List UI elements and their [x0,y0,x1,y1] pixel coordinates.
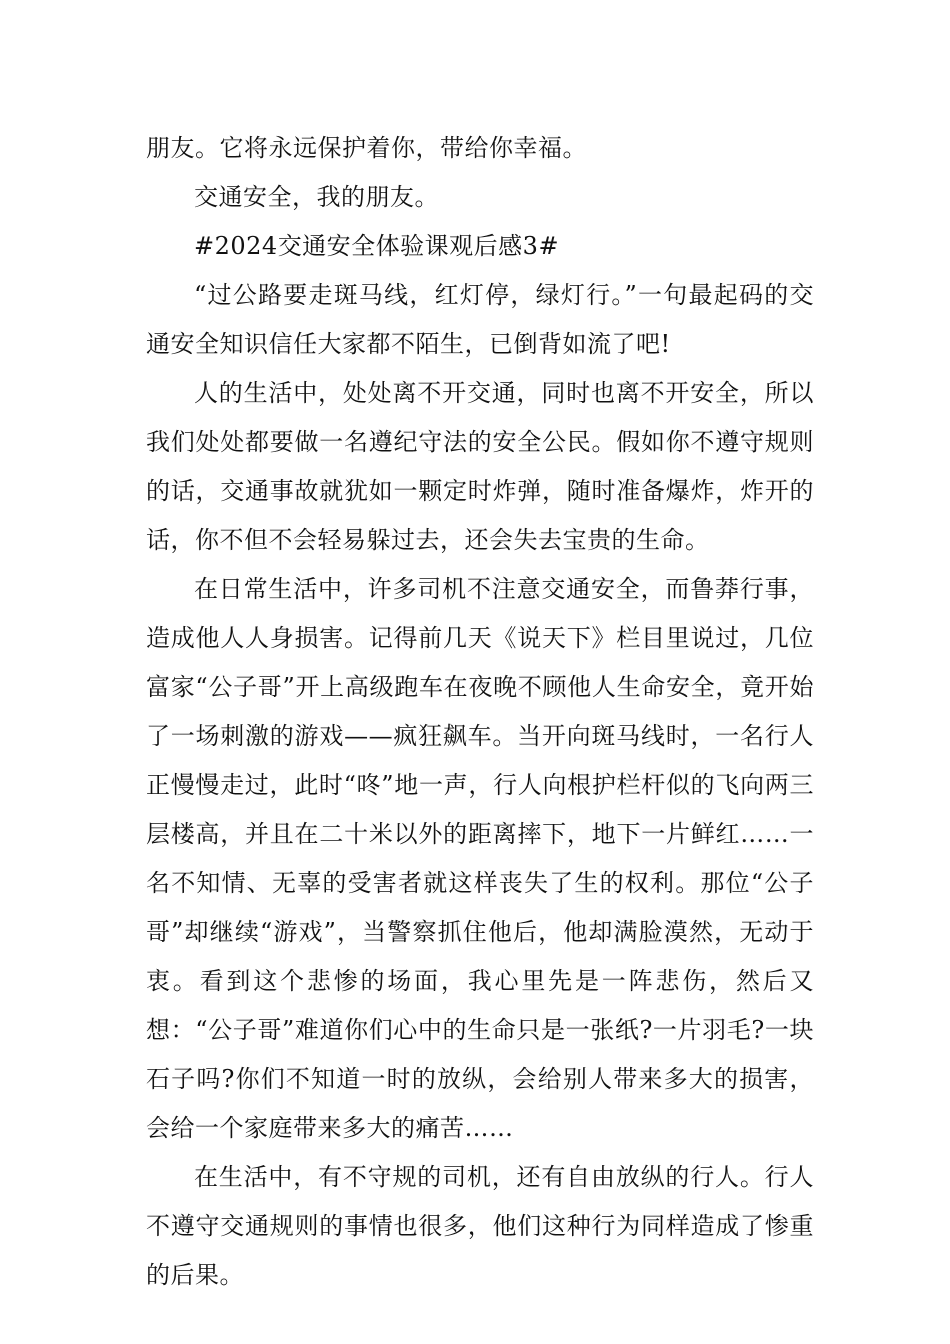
paragraph-drivers-story: 在日常生活中，许多司机不注意交通安全，而鲁莽行事，造成他人人身损害。记得前几天《说天下》栏目里说过，几位富家“公子哥”开上高级跑车在夜晚不顾他人生命安全，竟开始了一场刺激的游戏——疯狂飙车。当开向斑马线时，一名行人正慢慢走过，此时“咚”地一声，行人向根护栏杆似的飞向两三层楼高，并且在二十米以外的距离摔下，地下一片鲜红……一名不知情、无辜的受害者就这样丧失了生的权利。那位“公子哥”却继续“游戏”，当警察抓住他后，他却满脸漠然，无动于衷。看到这个悲惨的场面，我心里先是一阵悲伤，然后又想：“公子哥”难道你们心中的生命只是一张纸?一片羽毛?一块石子吗?你们不知道一时的放纵，会给别人带来多大的损害，会给一个家庭带来多大的痛苦…… [146,575,814,1142]
section-heading: #2024交通安全体验课观后感3# [194,232,560,260]
paragraph-continuation: 朋友。它将永远保护着你，带给你幸福。 [146,134,587,162]
paragraph-intro-quote: “过公路要走斑马线，红灯停，绿灯行。”一句最起码的交通安全知识信任大家都不陌生，已倒背如流了吧! [146,281,814,358]
paragraph-closing-line: 交通安全，我的朋友。 [194,183,439,211]
document-body [146,124,814,1300]
paragraph-safety-importance: 人的生活中，处处离不开交通，同时也离不开安全，所以我们处处都要做一名遵纪守法的安全公民。假如你不遵守规则的话，交通事故就犹如一颗定时炸弹，随时准备爆炸，炸开的话，你不但不会轻易躲过去，还会失去宝贵的生命。 [146,379,814,554]
paragraph-pedestrians: 在生活中，有不守规的司机，还有自由放纵的行人。行人不遵守交通规则的事情也很多，他们这种行为同样造成了惨重的后果。 [146,1163,814,1289]
